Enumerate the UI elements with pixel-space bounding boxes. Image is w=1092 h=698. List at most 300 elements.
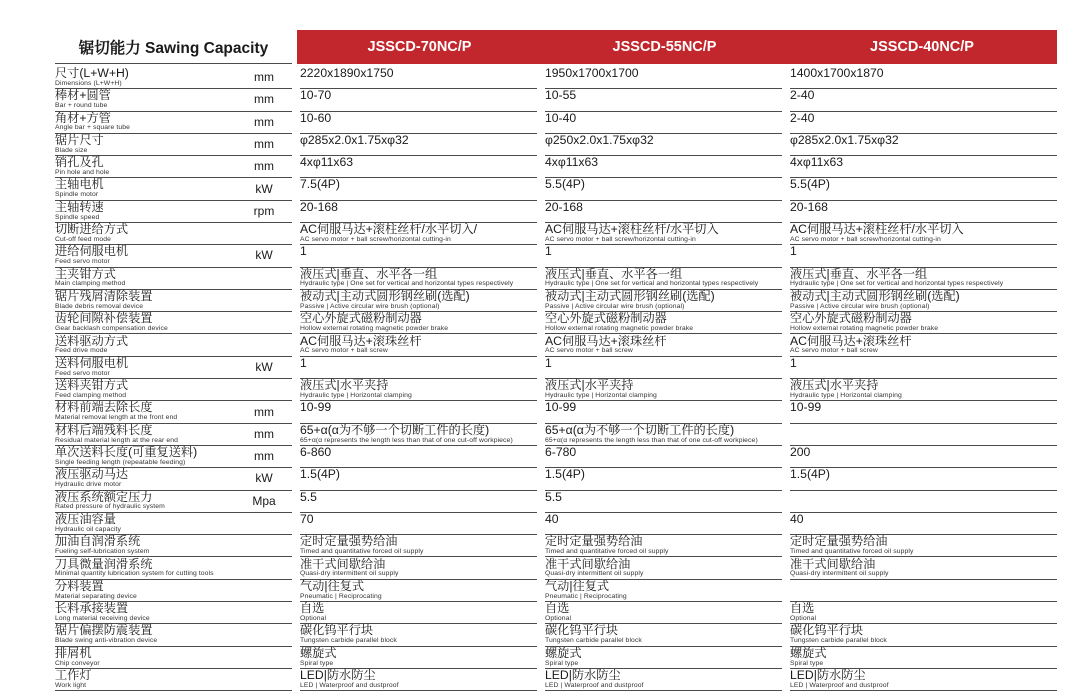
label-cell: [55, 289, 292, 312]
value-cell-2: [790, 601, 1057, 624]
value-zh: 空心外旋式磁粉制动器: [545, 311, 667, 326]
table-row: [55, 623, 1057, 645]
value-zh: 螺旋式: [300, 645, 337, 660]
label-zh: 棒材+圆管: [55, 88, 111, 103]
label-cell: [55, 646, 292, 669]
value-cell-0: [300, 378, 537, 401]
label-zh: 工作灯: [55, 668, 92, 683]
value-cell-0: [300, 177, 537, 200]
unit-label: mm: [254, 159, 274, 174]
label-text: [55, 400, 236, 422]
value-en: Passive | Active circular wire brush (optional): [790, 302, 930, 310]
value-en: Hollow external rotating magnetic powder brake: [545, 325, 694, 333]
value-zh: 气动|往复式: [545, 578, 610, 593]
value-zh: 自选: [790, 601, 815, 616]
table-row: [55, 66, 1057, 88]
value-en: Quasi-dry intermittent oil supply: [300, 570, 399, 578]
unit-label: mm: [254, 404, 274, 419]
value-cell-2: [790, 579, 1057, 602]
table-row: [55, 133, 1057, 155]
label-zh: 主轴转速: [55, 199, 104, 214]
value-en: Tungsten carbide parallel block: [790, 637, 887, 645]
value-cell-1: [545, 334, 782, 357]
label-en: Angle bar + square tube: [55, 124, 131, 132]
label-text: [55, 200, 236, 222]
label-zh: 排屑机: [55, 645, 92, 660]
value-en: Hydraulic type | Horizontal clamping: [300, 391, 412, 399]
table-row: [55, 267, 1057, 289]
value-cell-2: [790, 111, 1057, 134]
label-cell: [55, 423, 292, 446]
label-cell: [55, 155, 292, 178]
table-row: [55, 177, 1057, 199]
value-zh: 液压式|垂直、水平各一组: [300, 266, 438, 281]
value-cell-1: [545, 177, 782, 200]
value-zh: 液压式|水平夹持: [300, 378, 389, 393]
unit-label: Mpa: [252, 493, 276, 508]
value-cell-0: [300, 66, 537, 89]
label-text: [55, 423, 236, 445]
unit-label: [236, 222, 292, 244]
label-en: Feed clamping method: [55, 391, 127, 399]
value-zh: LED|防水防尘: [300, 668, 376, 683]
value-zh: 液压式|水平夹持: [790, 378, 879, 393]
value-zh: 2-40: [790, 88, 815, 103]
value-zh: 40: [545, 511, 559, 526]
label-zh: 液压驱动马达: [55, 467, 129, 482]
label-text: [55, 579, 236, 601]
label-zh: 材料后端残料长度: [55, 422, 153, 437]
unit-label: mm: [254, 426, 274, 441]
label-cell: [55, 88, 292, 111]
value-zh: 20-168: [545, 199, 583, 214]
label-en: Dimensions (L+W+H): [55, 79, 122, 87]
label-cell: [55, 557, 292, 580]
label-en: Single feeding length (repeatable feeding): [55, 458, 186, 466]
value-zh: 7.5(4P): [300, 177, 340, 192]
value-en: 65+α(α represents the length less than that of one cut-off workpiece): [300, 436, 513, 444]
value-en: Hydraulic type | One set for vertical and horizontal types respectively: [790, 280, 1004, 288]
label-en: Rated pressure of hydraulic system: [55, 503, 165, 511]
value-zh: 6-780: [545, 445, 577, 460]
value-zh: 1.5(4P): [790, 467, 830, 482]
value-en: Hydraulic type | Horizontal clamping: [790, 391, 902, 399]
value-zh: φ285x2.0x1.75xφ32: [300, 132, 409, 147]
value-zh: LED|防水防尘: [790, 668, 866, 683]
table-row: [55, 111, 1057, 133]
label-zh: 锯片偏摆防震装置: [55, 623, 153, 638]
label-zh: 加油自润滑系统: [55, 534, 141, 549]
label-en: Blade swing anti-vibration device: [55, 637, 158, 645]
value-en: Tungsten carbide parallel block: [300, 637, 397, 645]
model-name-jsscd-40: JSSCD-40NC/P: [870, 39, 974, 55]
unit-label: [236, 534, 292, 556]
value-cell-0: [300, 646, 537, 669]
value-cell-1: [545, 133, 782, 156]
value-cell-1: [545, 66, 782, 89]
unit-label: [236, 311, 292, 333]
label-en: Chip conveyor: [55, 659, 100, 667]
value-cell-0: [300, 244, 537, 267]
unit-label: mm: [254, 449, 274, 464]
value-cell-2: [790, 646, 1057, 669]
label-text: [55, 244, 236, 266]
value-zh: 6-860: [300, 445, 332, 460]
value-en: Timed and quantitative forced oil supply: [300, 548, 424, 556]
table-row: [55, 490, 1057, 512]
label-text: [55, 66, 236, 88]
value-zh: 被动式|主动式圆形钢丝刷(选配): [545, 288, 715, 303]
value-cell-1: [545, 155, 782, 178]
value-cell-1: [545, 222, 782, 245]
value-zh: 定时定量强势给油: [790, 534, 888, 549]
value-cell-1: [545, 200, 782, 223]
value-cell-1: [545, 512, 782, 535]
label-text: [55, 155, 236, 177]
unit-label: kW: [255, 248, 273, 263]
value-zh: 液压式|垂直、水平各一组: [790, 266, 928, 281]
value-zh: 2220x1890x1750: [300, 66, 394, 80]
unit-label: [236, 601, 292, 623]
label-en: Minimal quantity lubrication system for cutting tools: [55, 570, 214, 578]
value-zh: 1.5(4P): [300, 467, 340, 482]
value-zh: 准干式间歇给油: [545, 556, 631, 571]
value-cell-1: [545, 646, 782, 669]
value-zh: 5.5(4P): [790, 177, 830, 192]
value-cell-0: [300, 289, 537, 312]
value-en: Passive | Active circular wire brush (optional): [300, 302, 440, 310]
unit-label: [236, 378, 292, 400]
unit-label: mm: [254, 136, 274, 151]
label-text: [55, 334, 236, 356]
label-cell: [55, 267, 292, 290]
label-text: [55, 467, 236, 489]
value-en: 65+α(α represents the length less than that of one cut-off workpiece): [545, 436, 758, 444]
label-text: [55, 222, 236, 244]
value-zh: 20-168: [300, 199, 338, 214]
value-cell-0: [300, 579, 537, 602]
value-cell-1: [545, 88, 782, 111]
value-cell-1: [545, 311, 782, 334]
unit-label: [236, 623, 292, 645]
value-en: AC servo motor + ball screw/horizontal cutting-in: [545, 235, 696, 243]
value-zh: 空心外旋式磁粉制动器: [790, 311, 912, 326]
value-en: Hydraulic type | One set for vertical and horizontal types respectively: [300, 280, 514, 288]
label-cell: [55, 601, 292, 624]
label-cell: [55, 445, 292, 468]
value-cell-1: [545, 356, 782, 379]
value-cell-1: [545, 378, 782, 401]
value-zh: 1400x1700x1870: [790, 66, 884, 80]
value-cell-1: [545, 601, 782, 624]
label-zh: 角材+方管: [55, 110, 111, 125]
value-zh: 1: [790, 355, 797, 370]
value-cell-0: [300, 445, 537, 468]
value-zh: 5.5: [300, 489, 317, 504]
label-text: [55, 378, 236, 400]
label-cell: [55, 311, 292, 334]
label-zh: 进给伺服电机: [55, 244, 129, 259]
value-cell-2: [790, 445, 1057, 468]
label-en: Hydraulic drive motor: [55, 481, 122, 489]
label-cell: [55, 177, 292, 200]
label-text: [55, 177, 236, 199]
value-zh: 碳化钨平行块: [790, 623, 864, 638]
label-text: [55, 668, 236, 690]
label-zh: 送料夹钳方式: [55, 378, 129, 393]
label-text: [55, 445, 236, 467]
label-en: Blade debris removal device: [55, 302, 144, 310]
label-zh: 送料驱动方式: [55, 333, 129, 348]
value-en: Spiral type: [300, 659, 334, 667]
model-name-jsscd-70: JSSCD-70NC/P: [367, 39, 472, 55]
label-en: Blade size: [55, 146, 88, 154]
table-row: [55, 356, 1057, 378]
value-en: Tungsten carbide parallel block: [545, 637, 642, 645]
value-en: AC servo motor + ball screw: [790, 347, 878, 355]
unit-label: kW: [255, 359, 273, 374]
table-row: [55, 155, 1057, 177]
unit-label: mm: [254, 114, 274, 129]
label-cell: [55, 490, 292, 513]
value-cell-0: [300, 534, 537, 557]
label-text: [55, 311, 236, 333]
value-cell-1: [545, 244, 782, 267]
value-zh: AC伺服马达+滚珠丝杆: [790, 333, 912, 348]
unit-label: rpm: [253, 203, 275, 218]
value-cell-0: [300, 490, 537, 513]
unit-label: [236, 668, 292, 690]
value-zh: 200: [790, 445, 811, 460]
value-zh: 自选: [545, 601, 570, 616]
table-row: [55, 200, 1057, 222]
value-en: Hydraulic type | Horizontal clamping: [545, 391, 657, 399]
value-cell-0: [300, 557, 537, 580]
value-zh: 1: [545, 355, 552, 370]
label-cell: [55, 334, 292, 357]
label-cell: [55, 668, 292, 691]
label-cell: [55, 534, 292, 557]
table-row: [55, 400, 1057, 422]
value-en: Optional: [545, 614, 572, 622]
label-zh: 尺寸(L+W+H): [55, 66, 129, 80]
unit-label: mm: [254, 92, 274, 107]
table-row: [55, 311, 1057, 333]
value-en: LED | Waterproof and dustproof: [545, 681, 644, 689]
value-zh: 准干式间歇给油: [300, 556, 386, 571]
value-cell-2: [790, 334, 1057, 357]
value-en: Spiral type: [545, 659, 579, 667]
label-zh: 齿轮间隙补偿装置: [55, 311, 153, 326]
label-zh: 锯片尺寸: [55, 132, 104, 147]
label-en: Spindle speed: [55, 213, 100, 221]
table-title: 锯切能力 Sawing Capacity: [55, 30, 292, 64]
value-zh: 5.5(4P): [545, 177, 585, 192]
value-cell-0: [300, 155, 537, 178]
unit-label: [236, 334, 292, 356]
value-cell-1: [545, 289, 782, 312]
value-en: AC servo motor + ball screw/horizontal cutting-in: [300, 235, 451, 243]
value-cell-0: [300, 356, 537, 379]
table-row: [55, 334, 1057, 356]
label-zh: 材料前端去除长度: [55, 400, 153, 415]
value-cell-2: [790, 289, 1057, 312]
value-zh: 被动式|主动式圆形钢丝刷(选配): [300, 288, 470, 303]
value-en: AC servo motor + ball screw/horizontal cutting-in: [790, 235, 941, 243]
value-zh: 70: [300, 511, 314, 526]
value-cell-2: [790, 133, 1057, 156]
unit-label: [236, 557, 292, 579]
model-header-band: [297, 30, 1057, 64]
value-zh: 1.5(4P): [545, 467, 585, 482]
value-cell-1: [545, 490, 782, 513]
label-cell: [55, 111, 292, 134]
label-en: Gear backlash compensation device: [55, 325, 168, 333]
value-cell-0: [300, 200, 537, 223]
value-zh: 5.5: [545, 489, 562, 504]
value-cell-2: [790, 423, 1057, 446]
unit-label: [236, 646, 292, 668]
unit-label: kW: [255, 471, 273, 486]
value-cell-0: [300, 623, 537, 646]
label-zh: 刀具微量润滑系统: [55, 556, 153, 571]
label-zh: 销孔及孔: [55, 155, 104, 170]
value-zh: 1: [300, 355, 307, 370]
value-zh: 40: [790, 511, 804, 526]
value-zh: 螺旋式: [545, 645, 582, 660]
label-text: [55, 267, 236, 289]
label-zh: 锯片残屑清除装置: [55, 288, 153, 303]
value-cell-2: [790, 267, 1057, 290]
value-zh: 被动式|主动式圆形钢丝刷(选配): [790, 288, 960, 303]
value-cell-2: [790, 66, 1057, 89]
label-zh: 液压油容量: [55, 511, 116, 526]
value-cell-2: [790, 222, 1057, 245]
value-en: Hollow external rotating magnetic powder brake: [300, 325, 449, 333]
label-en: Material removal length at the front end: [55, 414, 178, 422]
label-en: Material separating device: [55, 592, 137, 600]
label-cell: [55, 579, 292, 602]
value-cell-1: [545, 534, 782, 557]
table-row: [55, 534, 1057, 556]
table-row: [55, 668, 1057, 690]
value-zh: 4xφ11x63: [545, 155, 599, 170]
unit-label: mm: [254, 70, 274, 85]
value-cell-1: [545, 467, 782, 490]
label-en: Work light: [55, 681, 87, 689]
table-row: [55, 512, 1057, 534]
label-en: Residual material length at the rear end: [55, 436, 179, 444]
value-zh: 65+α(α为不够一个切断工件的长度): [545, 422, 735, 437]
label-zh: 分料装置: [55, 578, 104, 593]
label-text: [55, 88, 236, 110]
label-en: Cut-off feed mode: [55, 235, 111, 243]
label-cell: [55, 467, 292, 490]
value-cell-1: [545, 423, 782, 446]
value-cell-0: [300, 601, 537, 624]
value-zh: 10-70: [300, 88, 332, 103]
value-en: Quasi-dry intermittent oil supply: [790, 570, 889, 578]
sawing-capacity-spec-table: [55, 30, 1057, 690]
value-zh: 10-55: [545, 88, 577, 103]
value-zh: 1: [790, 244, 797, 259]
label-zh: 切断进给方式: [55, 222, 129, 237]
value-en: Pneumatic | Reciprocating: [300, 592, 382, 600]
value-en: Timed and quantitative forced oil supply: [790, 548, 914, 556]
label-en: Feed drive mode: [55, 347, 108, 355]
label-cell: [55, 378, 292, 401]
value-zh: 20-168: [790, 199, 828, 214]
value-zh: 4xφ11x63: [790, 155, 844, 170]
label-cell: [55, 623, 292, 646]
value-cell-0: [300, 467, 537, 490]
label-en: Fueling self-lubrication system: [55, 548, 150, 556]
value-en: Optional: [300, 614, 327, 622]
label-zh: 液压系统额定压力: [55, 489, 153, 504]
value-en: LED | Waterproof and dustproof: [790, 681, 889, 689]
value-zh: 螺旋式: [790, 645, 827, 660]
value-cell-0: [300, 111, 537, 134]
unit-label: [236, 579, 292, 601]
value-en: LED | Waterproof and dustproof: [300, 681, 399, 689]
label-zh: 送料伺服电机: [55, 355, 129, 370]
value-en: Optional: [790, 614, 817, 622]
label-zh: 主轴电机: [55, 177, 104, 192]
value-cell-2: [790, 534, 1057, 557]
label-cell: [55, 200, 292, 223]
value-zh: 定时定量强势给油: [300, 534, 398, 549]
value-en: Hydraulic type | One set for vertical and horizontal types respectively: [545, 280, 759, 288]
value-zh: 空心外旋式磁粉制动器: [300, 311, 422, 326]
table-row: [55, 601, 1057, 623]
model-name-jsscd-55: JSSCD-55NC/P: [612, 39, 717, 55]
table-row: [55, 88, 1057, 110]
value-zh: 65+α(α为不够一个切断工件的长度): [300, 422, 490, 437]
label-en: Spindle motor: [55, 191, 99, 199]
value-cell-1: [545, 668, 782, 691]
value-cell-2: [790, 200, 1057, 223]
value-cell-1: [545, 111, 782, 134]
value-zh: 10-99: [300, 400, 332, 415]
value-cell-0: [300, 668, 537, 691]
value-zh: 10-60: [300, 110, 332, 125]
value-zh: 1950x1700x1700: [545, 66, 639, 80]
table-row: [55, 378, 1057, 400]
label-en: Hydraulic oil capacity: [55, 525, 122, 533]
label-cell: [55, 222, 292, 245]
unit-label: [236, 267, 292, 289]
value-cell-2: [790, 668, 1057, 691]
value-zh: φ250x2.0x1.75xφ32: [545, 132, 654, 147]
value-cell-0: [300, 423, 537, 446]
label-en: Long material receiving device: [55, 614, 150, 622]
value-cell-2: [790, 177, 1057, 200]
value-en: Pneumatic | Reciprocating: [545, 592, 627, 600]
value-zh: 气动|往复式: [300, 578, 365, 593]
label-text: [55, 289, 236, 311]
table-row: [55, 244, 1057, 266]
table-row: [55, 557, 1057, 579]
value-zh: 定时定量强势给油: [545, 534, 643, 549]
value-en: Timed and quantitative forced oil supply: [545, 548, 669, 556]
label-text: [55, 534, 236, 556]
table-row: [55, 467, 1057, 489]
value-cell-2: [790, 512, 1057, 535]
value-zh: 10-99: [790, 400, 822, 415]
label-text: [55, 646, 236, 668]
table-row: [55, 445, 1057, 467]
value-zh: 液压式|垂直、水平各一组: [545, 266, 683, 281]
